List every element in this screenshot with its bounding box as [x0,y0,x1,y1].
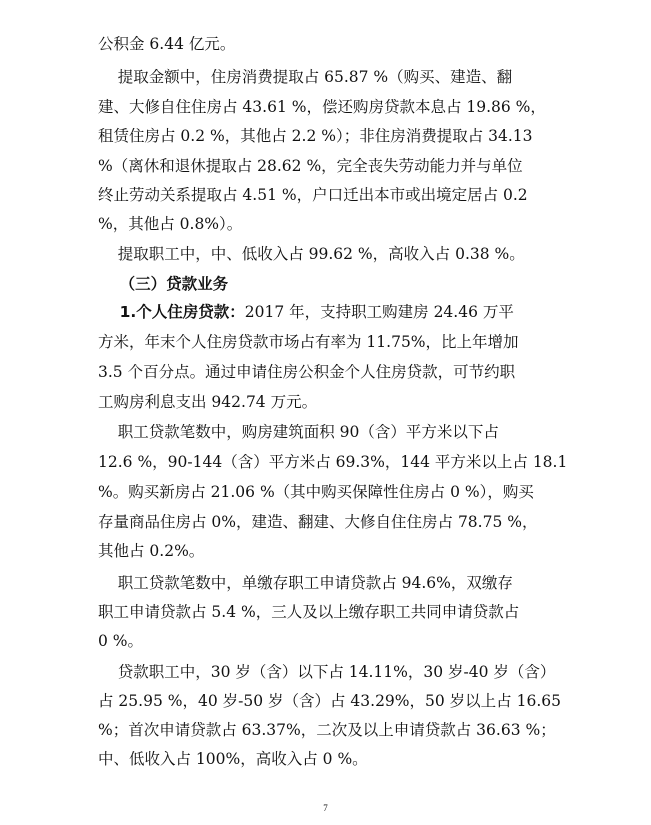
subsection-heading: 1.个人住房贷款： [98,303,245,321]
text-line: 3.5 个百分点。通过申请住房公积金个人住房贷款，可节约职 [98,363,516,381]
text-line: 占 25.95 %，40 岁-50 岁（含）占 43.29%，50 岁以上占 16.65 [98,692,561,710]
text-line [98,300,514,324]
text-line: 租赁住房占 0.2 %，其他占 2.2 %）；非住房消费提取占 34.13 [98,127,533,145]
text-line: 职工申请贷款占 5.4 %，三人及以上缴存职工共同申请贷款占 [98,603,520,621]
page-number: 7 [323,803,328,813]
text-line: 职工贷款笔数中，单缴存职工申请贷款占 94.6%，双缴存 [98,574,513,592]
text-line: %（离休和退休提取占 28.62 %，完全丧失劳动能力并与单位 [98,157,523,175]
text-line: 公积金 6.44 亿元。 [98,35,236,53]
text-line: 12.6 %，90-144（含）平方米占 69.3%，144 平方米以上占 18.1 [98,453,568,471]
text-line: 职工贷款笔数中，购房建筑面积 90（含）平方米以下占 [98,423,499,441]
text-line: %。购买新房占 21.06 %（其中购买保障性住房占 0 %），购买 [98,483,534,501]
text-line: 提取职工中，中、低收入占 99.62 %，高收入占 0.38 %。 [98,245,525,263]
text-line: 中、低收入占 100%，高收入占 0 %。 [98,750,368,768]
text-line: 建、大修自住住房占 43.61 %，偿还购房贷款本息占 19.86 %， [98,98,546,116]
section-heading: （三）贷款业务 [98,275,229,293]
text-line: %；首次申请贷款占 63.37%，二次及以上申请贷款占 36.63 %； [98,721,556,739]
text-line: 贷款职工中，30 岁（含）以下占 14.11%，30 岁-40 岁（含） [98,663,556,681]
text-line: 终止劳动关系提取占 4.51 %，户口迁出本市或出境定居占 0.2 [98,186,528,204]
text-line: 方米，年末个人住房贷款市场占有率为 11.75%，比上年增加 [98,333,519,351]
text-line: 其他占 0.2%。 [98,542,205,560]
text-line: 0 %。 [98,632,144,650]
text-line: 存量商品住房占 0%，建造、翻建、大修自住住房占 78.75 %， [98,513,538,531]
text-line: 提取金额中，住房消费提取占 65.87 %（购买、建造、翻 [98,68,513,86]
text-span: 2017 年，支持职工购建房 24.46 万平 [244,303,514,321]
text-line: 工购房利息支出 942.74 万元。 [98,393,318,411]
text-line: %，其他占 0.8%）。 [98,215,243,233]
